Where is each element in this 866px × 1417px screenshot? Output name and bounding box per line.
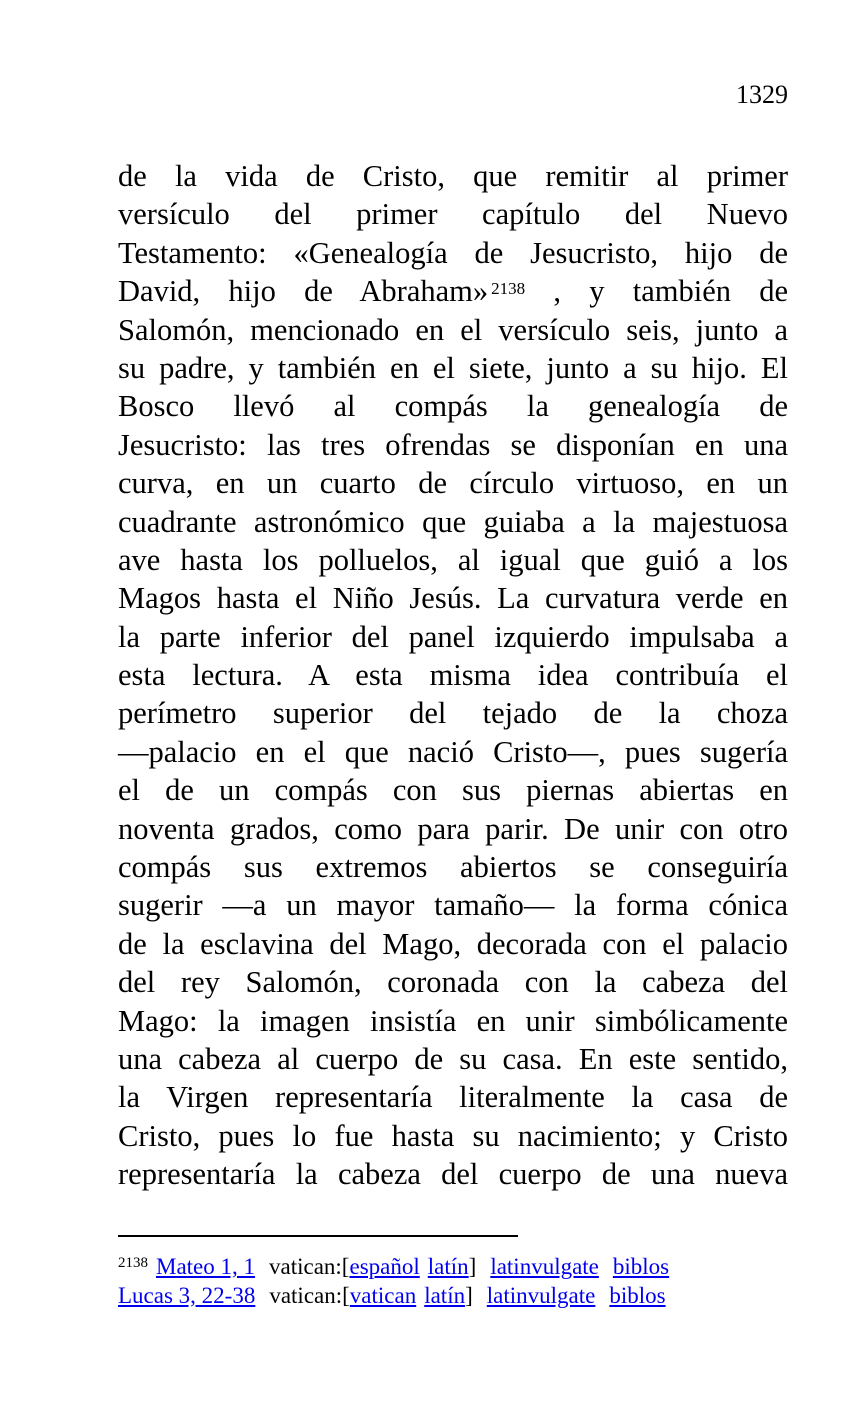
text-line: sugerir —a un mayor tamaño— la forma cónica xyxy=(118,888,788,923)
espanol-link[interactable]: español xyxy=(349,1254,420,1279)
vatican-suffix: ] xyxy=(465,1283,473,1308)
vatican-prefix: vatican:[ xyxy=(269,1283,350,1308)
text-line: el de un compás con sus piernas abiertas en xyxy=(118,773,788,808)
text-line: esta lectura. A esta misma idea contribuía el xyxy=(118,658,788,693)
text-line: la parte inferior del panel izquierdo impulsaba a xyxy=(118,619,788,654)
body-text xyxy=(118,157,788,1194)
footnote-number: 2138 xyxy=(118,1255,148,1271)
vatican-suffix: ] xyxy=(468,1254,477,1279)
page-number: 1329 xyxy=(736,80,788,109)
footnote-divider xyxy=(118,1235,518,1237)
text-segment: David, hijo de Abraham» xyxy=(118,274,489,309)
footnote-line xyxy=(118,1281,818,1310)
latin-link[interactable]: latín xyxy=(427,1254,469,1279)
text-line: Salomón, mencionado en el versículo seis, junto a xyxy=(118,312,788,347)
text-line-with-footnote xyxy=(118,272,788,310)
text-line: Jesucristo: las tres ofrendas se disponían en una xyxy=(118,427,788,462)
text-line: perímetro superior del tejado de la choza xyxy=(118,696,788,731)
text-line: versículo del primer capítulo del Nuevo xyxy=(118,197,788,232)
text-line: compás sus extremos abiertos se conseguiría xyxy=(118,850,788,885)
text-line: Testamento: «Genealogía de Jesucristo, hijo de xyxy=(118,235,788,270)
text-line: noventa grados, como para parir. De unir con otro xyxy=(118,811,788,846)
footnotes xyxy=(118,1252,818,1310)
text-line: su padre, y también en el siete, junto a su hijo. El xyxy=(118,350,788,385)
text-line: curva, en un cuarto de círculo virtuoso, en un xyxy=(118,466,788,501)
text-line: la Virgen representaría literalmente la casa de xyxy=(118,1080,788,1115)
text-line: de la vida de Cristo, que remitir al primer xyxy=(118,159,788,193)
vatican-prefix: vatican:[ xyxy=(269,1254,350,1279)
text-line: representaría la cabeza del cuerpo de una nueva xyxy=(118,1157,788,1192)
latin-link[interactable]: latín xyxy=(424,1283,466,1308)
footnote-reference[interactable]: 2138 xyxy=(491,279,526,299)
footnote-line xyxy=(118,1252,818,1281)
vatican-link[interactable]: vatican xyxy=(349,1283,417,1308)
text-line: Bosco llevó al compás la genealogía de xyxy=(118,389,788,424)
text-line: Cristo, pues lo fue hasta su nacimiento; y Cristo xyxy=(118,1118,788,1153)
biblos-link[interactable]: biblos xyxy=(609,1283,666,1308)
text-line: ave hasta los polluelos, al igual que guió a los xyxy=(118,542,788,577)
text-line: de la esclavina del Mago, decorada con el palacio xyxy=(118,926,788,961)
text-segment: , y también de xyxy=(553,274,788,309)
text-line: —palacio en el que nació Cristo—, pues sugería xyxy=(118,734,788,769)
footnote-ref-link[interactable]: Lucas 3, 22-38 xyxy=(118,1283,256,1308)
latinvulgate-link[interactable]: latinvulgate xyxy=(486,1283,596,1308)
biblos-link[interactable]: biblos xyxy=(612,1254,670,1279)
text-line: una cabeza al cuerpo de su casa. En este sentido, xyxy=(118,1041,788,1076)
footnote-ref-link[interactable]: Mateo 1, 1 xyxy=(156,1254,256,1279)
text-line: cuadrante astronómico que guiaba a la majestuosa xyxy=(118,504,788,539)
latinvulgate-link[interactable]: latinvulgate xyxy=(490,1254,599,1279)
text-line: Magos hasta el Niño Jesús. La curvatura verde en xyxy=(118,581,788,616)
text-line: Mago: la imagen insistía en unir simbólicamente xyxy=(118,1003,788,1038)
text-line: del rey Salomón, coronada con la cabeza del xyxy=(118,965,788,1000)
